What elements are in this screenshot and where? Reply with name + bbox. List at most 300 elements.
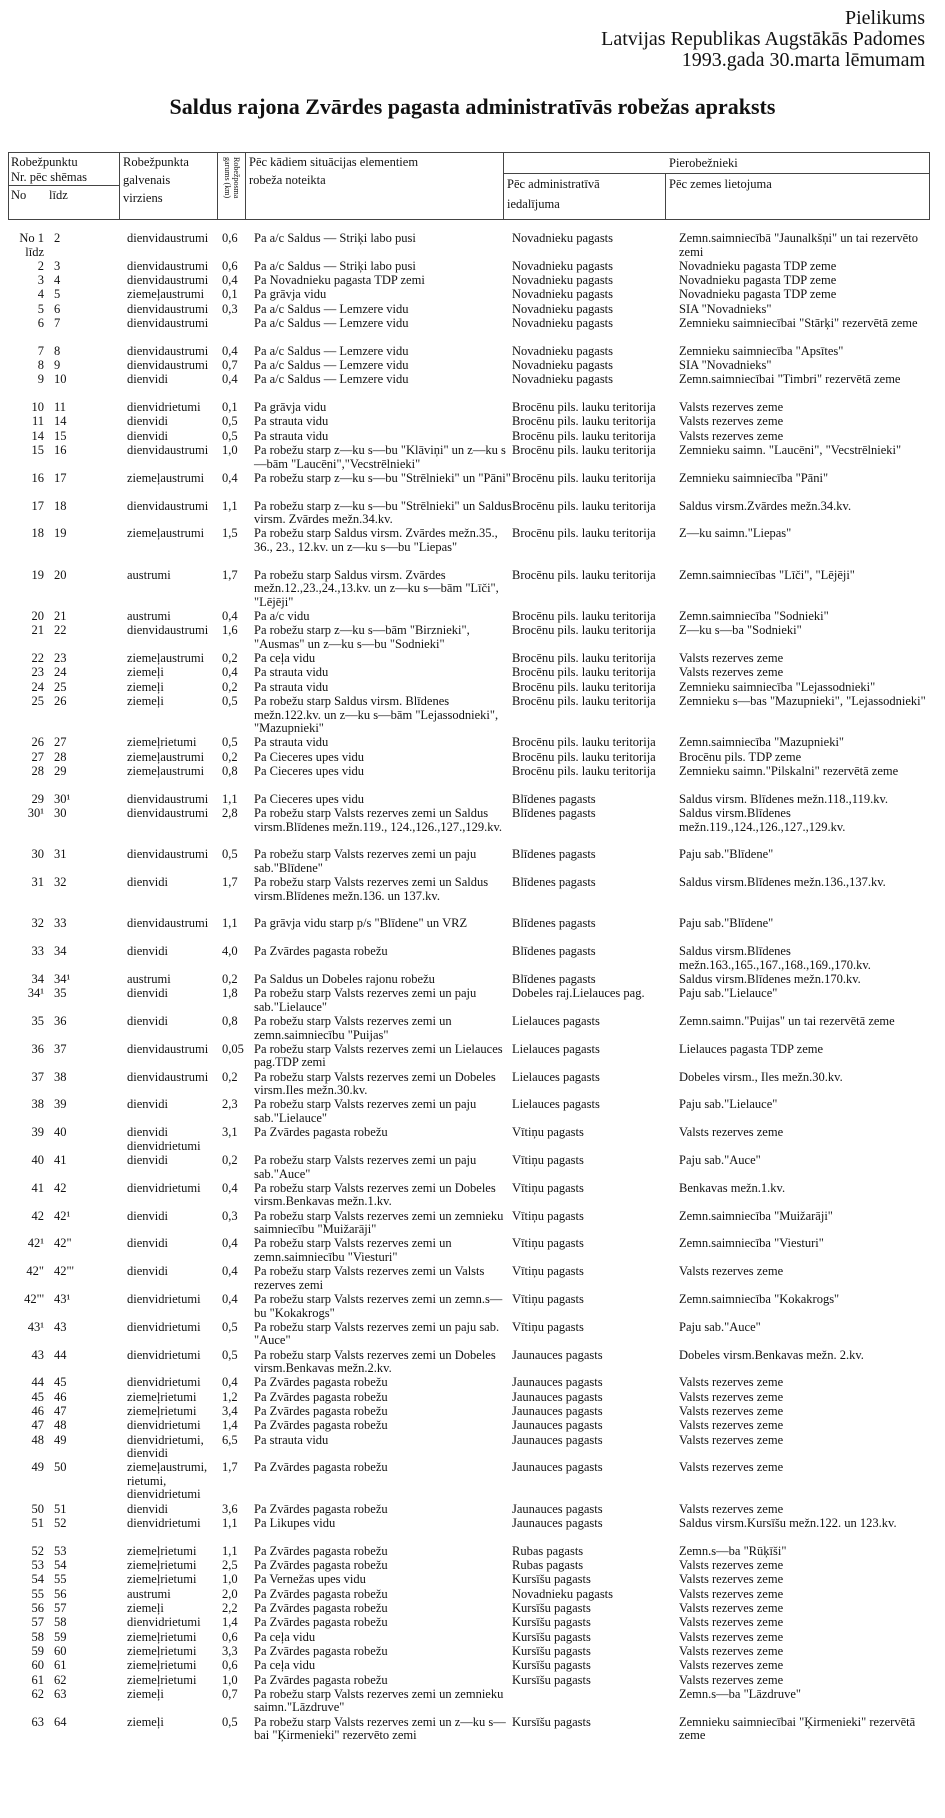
point-from: 36	[31, 1041, 44, 1056]
situation-cell: Pa ceļa vidu	[254, 1658, 316, 1673]
length-cell: 0,4	[222, 609, 238, 624]
point-to: 19	[54, 526, 67, 541]
length-cell: 0,4	[222, 343, 238, 358]
length-cell: 1,4	[222, 1615, 238, 1630]
length-cell: 0,6	[222, 258, 238, 273]
length-cell: 0,6	[222, 231, 238, 245]
length-cell: 2,0	[222, 1586, 238, 1601]
landuse-cell: Benkavas mežn.1.kv.	[679, 1180, 786, 1195]
table-row	[10, 1419, 935, 1433]
admin-cell: Brocēnu pils. lauku teritorija	[512, 526, 656, 541]
admin-cell: Blīdenes pagasts	[512, 944, 596, 959]
point-from: 43¹	[27, 1319, 44, 1334]
direction-cell: ziemeļi	[127, 1601, 164, 1616]
direction-cell: dienvidrietumi	[127, 1615, 201, 1630]
landuse-cell: Saldus virsm.Blīdenes mežn.119.,124.,126.,127.,129.kv.	[679, 806, 846, 834]
point-to: 10	[54, 372, 67, 387]
table-row	[10, 1588, 935, 1602]
direction-cell: ziemeļaustrumi, rietumi, dienvidrietumi	[127, 1460, 208, 1502]
direction-cell: ziemeļaustrumi	[127, 651, 205, 666]
landuse-cell: Zemn.s—ba "Lāzdruve"	[679, 1686, 801, 1701]
length-cell: 0,5	[222, 428, 238, 443]
table-row	[10, 973, 935, 987]
admin-cell: Vītiņu pagasts	[512, 1208, 584, 1223]
length-cell: 0,4	[222, 372, 238, 387]
header-situation-1: Pēc kādiem situācijas elementiem	[249, 155, 419, 169]
direction-cell: ziemeļrietumi	[127, 1404, 197, 1419]
point-to: 25	[54, 679, 67, 694]
length-cell: 1,7	[222, 875, 238, 890]
table-row	[10, 917, 935, 945]
point-from: 43	[31, 1347, 44, 1362]
point-from: 10	[31, 400, 44, 415]
table-row	[10, 527, 935, 568]
direction-cell: dienvidrietumi	[127, 400, 201, 415]
point-to: 22	[54, 623, 67, 638]
point-to: 50	[54, 1460, 67, 1475]
admin-cell: Lielauces pagasts	[512, 1097, 600, 1112]
point-from: 26	[31, 735, 44, 750]
point-from: 60	[31, 1658, 44, 1673]
admin-cell: Kursīšu pagasts	[512, 1643, 591, 1658]
length-cell: 1,1	[222, 916, 238, 931]
point-from: 63	[31, 1714, 44, 1729]
landuse-cell: Zemnieku saimniecība "Pāni"	[679, 470, 829, 485]
point-to: 30	[54, 806, 67, 821]
situation-cell: Pa a/c Saldus — Striķi labo pusi	[254, 258, 416, 273]
admin-cell: Brocēnu pils. lauku teritorija	[512, 623, 656, 638]
direction-cell: dienvidi	[127, 1501, 168, 1516]
length-cell: 6,5	[222, 1432, 238, 1447]
length-cell: 0,4	[222, 470, 238, 485]
landuse-cell: Zemn.s—ba "Rūķīši"	[679, 1543, 787, 1558]
direction-cell: dienvidrietumi	[127, 1180, 201, 1195]
point-to: 58	[54, 1615, 67, 1630]
point-from: 44	[31, 1375, 44, 1390]
point-to: 21	[54, 609, 67, 624]
situation-cell: Pa robežu starp Saldus virsm. Zvārdes mežn.12.,23.,24.,13.kv. un z—ku s—bām "Līči", "Lējēji"	[254, 567, 499, 609]
length-cell: 0,5	[222, 1319, 238, 1334]
admin-cell: Vītiņu pagasts	[512, 1180, 584, 1195]
length-cell: 0,1	[222, 400, 238, 415]
table-row	[10, 736, 935, 750]
landuse-cell: Z—ku saimn."Liepas"	[679, 526, 792, 541]
length-cell: 1,1	[222, 1543, 238, 1558]
direction-cell: dienvidaustrumi	[127, 498, 209, 513]
length-cell: 3,6	[222, 1501, 238, 1516]
point-from: 53	[31, 1558, 44, 1573]
point-from: 42"'	[24, 1292, 44, 1307]
direction-cell: ziemeļaustrumi	[127, 470, 205, 485]
admin-cell: Blīdenes pagasts	[512, 791, 596, 806]
point-to: 3	[54, 258, 61, 273]
point-to: 18	[54, 498, 67, 513]
direction-cell: dienvidaustrumi	[127, 916, 209, 931]
point-to: 43¹	[54, 1292, 71, 1307]
annex-line-3: 1993.gada 30.marta lēmumam	[681, 49, 925, 71]
direction-cell: ziemeļrietumi	[127, 1543, 197, 1558]
situation-cell: Pa a/c Saldus — Striķi labo pusi	[254, 231, 416, 245]
length-cell: 2,3	[222, 1097, 238, 1112]
length-cell: 0,4	[222, 273, 238, 288]
situation-cell: Pa strauta vidu	[254, 665, 329, 680]
table-row	[10, 1573, 935, 1587]
point-to: 33	[54, 916, 67, 931]
point-from: 55	[31, 1586, 44, 1601]
landuse-cell: Paju sab."Blīdene"	[679, 847, 774, 862]
admin-cell: Brocēnu pils. lauku teritorija	[512, 428, 656, 443]
landuse-cell: Zemn.saimniecība "Kokakrogs"	[679, 1292, 840, 1307]
admin-cell: Kursīšu pagasts	[512, 1615, 591, 1630]
landuse-cell: Lielauces pagasta TDP zeme	[679, 1041, 824, 1056]
situation-cell: Pa ceļa vidu	[254, 1629, 316, 1644]
admin-cell: Brocēnu pils. lauku teritorija	[512, 470, 656, 485]
table-row	[10, 1098, 935, 1126]
header-length: Robežposma garums (km)	[223, 157, 241, 199]
table-row	[10, 569, 935, 610]
direction-cell: dienvidaustrumi	[127, 847, 209, 862]
header-points-from: No	[11, 188, 27, 202]
situation-cell: Pa robežu starp Valsts rezerves zemi un Lielauces pag.TDP zemi	[254, 1041, 503, 1070]
point-to: 37	[54, 1041, 67, 1056]
point-from: 14	[31, 428, 44, 443]
length-cell: 0,5	[222, 735, 238, 750]
admin-cell: Vītiņu pagasts	[512, 1319, 584, 1334]
admin-cell: Novadnieku pagasts	[512, 343, 614, 358]
direction-cell: dienvidaustrumi	[127, 231, 209, 245]
point-to: 60	[54, 1643, 67, 1658]
header-direction-3: virziens	[123, 191, 163, 205]
landuse-cell: Z—ku s—ba "Sodnieki"	[679, 623, 802, 638]
direction-cell: dienvidrietumi	[127, 1292, 201, 1307]
length-cell: 2,2	[222, 1601, 238, 1616]
admin-cell: Rubas pagasts	[512, 1543, 584, 1558]
admin-cell: Novadnieku pagasts	[512, 231, 614, 245]
point-to: 52	[54, 1516, 67, 1531]
point-from: 9	[37, 372, 44, 387]
table-row	[10, 987, 935, 1015]
header-direction-2: galvenais	[123, 173, 171, 187]
landuse-cell: Zemnieku saimniecība "Lejassodnieki"	[679, 679, 876, 694]
admin-cell: Blīdenes pagasts	[512, 806, 596, 821]
length-cell: 1,5	[222, 526, 238, 541]
situation-cell: Pa robežu starp Valsts rezerves zemi un Dobeles virsm.Iles mežn.30.kv.	[254, 1069, 496, 1098]
point-from: 30	[31, 847, 44, 862]
landuse-cell: SIA "Novadnieks"	[679, 301, 772, 316]
point-from: 47	[31, 1418, 44, 1433]
admin-cell: Dobeles raj.Lielauces pag.	[512, 986, 645, 1001]
admin-cell: Brocēnu pils. lauku teritorija	[512, 735, 656, 750]
situation-cell: Pa a/c Saldus — Lemzere vidu	[254, 343, 409, 358]
table-row	[10, 1517, 935, 1545]
table-row	[10, 765, 935, 793]
admin-cell: Rubas pagasts	[512, 1558, 584, 1573]
direction-cell: dienvidi	[127, 414, 168, 429]
direction-cell: ziemeļaustrumi	[127, 287, 205, 302]
point-from: 3	[37, 273, 44, 288]
point-from: 45	[31, 1389, 44, 1404]
direction-cell: dienvidi	[127, 428, 168, 443]
point-to: 6	[54, 301, 61, 316]
landuse-cell: Valsts rezerves zeme	[679, 1658, 784, 1673]
situation-cell: Pa Zvārdes pagasta robežu	[254, 1125, 388, 1140]
table-row	[10, 1631, 935, 1645]
direction-cell: dienvidi	[127, 372, 168, 387]
length-cell: 0,5	[222, 1714, 238, 1729]
direction-cell: ziemeļrietumi	[127, 1389, 197, 1404]
point-to: 24	[54, 665, 67, 680]
admin-cell: Brocēnu pils. lauku teritorija	[512, 679, 656, 694]
situation-cell: Pa robežu starp z—ku s—bu "Strēlnieki" un "Pāni"	[254, 470, 511, 485]
length-cell: 0,3	[222, 301, 238, 316]
landuse-cell: Valsts rezerves zeme	[679, 1264, 784, 1279]
situation-cell: Pa robežu starp Valsts rezerves zemi un paju sab. "Auce"	[254, 1319, 500, 1348]
direction-cell: ziemeļrietumi	[127, 1658, 197, 1673]
table-row	[10, 401, 935, 415]
situation-cell: Pa robežu starp Valsts rezerves zemi un zemn.saimniecību "Viesturi"	[254, 1236, 452, 1264]
situation-cell: Pa robežu starp Saldus virsm. Blīdenes mežn.122.kv. un z—ku s—bām "Lejassodnieki", "Mazupnieki"	[254, 694, 499, 736]
landuse-cell: SIA "Novadnieks"	[679, 358, 772, 373]
admin-cell: Brocēnu pils. lauku teritorija	[512, 694, 656, 709]
point-from: 54	[31, 1572, 44, 1587]
table-row	[10, 681, 935, 695]
point-from: 40	[31, 1153, 44, 1168]
situation-cell: Pa robežu starp Valsts rezerves zemi un zemn.s—bu "Kokakrogs"	[254, 1292, 503, 1320]
point-to: 64	[54, 1714, 67, 1729]
table-row	[10, 1674, 935, 1688]
landuse-cell: Paju sab."Auce"	[679, 1319, 761, 1334]
point-to: 42	[54, 1180, 67, 1195]
landuse-cell: Valsts rezerves zeme	[679, 651, 784, 666]
direction-cell: dienvidi	[127, 1264, 168, 1279]
direction-cell: austrumi	[127, 609, 171, 624]
table-row	[10, 1716, 935, 1744]
table-row	[10, 415, 935, 429]
landuse-cell: Brocēnu pils. TDP zeme	[679, 749, 802, 764]
direction-cell: dienvidrietumi	[127, 1347, 201, 1362]
length-cell: 0,05	[222, 1041, 244, 1056]
length-cell: 1,8	[222, 986, 238, 1001]
point-from: 15	[31, 443, 44, 458]
point-to: 4	[54, 273, 61, 288]
admin-cell: Brocēnu pils. lauku teritorija	[512, 763, 656, 778]
point-from: 42"	[26, 1264, 44, 1279]
direction-cell: dienvidaustrumi	[127, 301, 209, 316]
length-cell: 3,1	[222, 1125, 238, 1140]
landuse-cell: Zemn.saimniecībā "Jaunalkšņi" un tai rezervēto zemi	[679, 231, 918, 259]
point-to: 11	[54, 400, 67, 415]
point-from: 37	[31, 1069, 44, 1084]
length-cell: 1,4	[222, 1418, 238, 1433]
table-row	[10, 652, 935, 666]
direction-cell: austrumi	[127, 567, 171, 582]
direction-cell: dienvidrietumi	[127, 1375, 201, 1390]
landuse-cell: Valsts rezerves zeme	[679, 1418, 784, 1433]
situation-cell: Pa a/c vidu	[254, 609, 310, 624]
landuse-cell: Saldus virsm.Kursīšu mežn.122. un 123.kv.	[679, 1516, 897, 1531]
point-from: 57	[31, 1615, 44, 1630]
direction-cell: ziemeļi	[127, 665, 164, 680]
landuse-cell: Saldus virsm.Blīdenes mežn.163.,165.,167.,168.,169.,170.kv.	[679, 944, 871, 972]
admin-cell: Jaunauces pagasts	[512, 1389, 603, 1404]
admin-cell: Brocēnu pils. lauku teritorija	[512, 651, 656, 666]
table-row	[10, 1405, 935, 1419]
situation-cell: Pa a/c Saldus — Lemzere vidu	[254, 372, 409, 387]
admin-cell: Jaunauces pagasts	[512, 1516, 603, 1531]
direction-cell: ziemeļrietumi	[127, 735, 197, 750]
length-cell: 1,6	[222, 623, 238, 638]
admin-cell: Kursīšu pagasts	[512, 1658, 591, 1673]
length-cell: 0,4	[222, 1292, 238, 1307]
landuse-cell: Valsts rezerves zeme	[679, 400, 784, 415]
point-from: 56	[31, 1601, 44, 1616]
table-row	[10, 695, 935, 736]
landuse-cell: Valsts rezerves zeme	[679, 1460, 784, 1475]
point-from: 51	[31, 1516, 44, 1531]
length-cell: 0,4	[222, 665, 238, 680]
situation-cell: Pa Zvārdes pagasta robežu	[254, 1501, 388, 1516]
situation-cell: Pa Zvārdes pagasta robežu	[254, 1418, 388, 1433]
point-from: 29	[31, 791, 44, 806]
length-cell: 0,2	[222, 1069, 238, 1084]
admin-cell: Lielauces pagasts	[512, 1041, 600, 1056]
point-to: 31	[54, 847, 67, 862]
table-row	[10, 793, 935, 807]
situation-cell: Pa a/c Saldus — Lemzere vidu	[254, 301, 409, 316]
direction-cell: dienvidaustrumi	[127, 343, 209, 358]
landuse-cell: Zemnieku saimn."Pilskalni" rezervētā zeme	[679, 763, 899, 778]
length-cell: 1,7	[222, 567, 238, 582]
length-cell: 1,0	[222, 1672, 238, 1687]
length-cell: 1,2	[222, 1389, 238, 1404]
situation-cell: Pa Zvārdes pagasta robežu	[254, 1375, 388, 1390]
table-row	[10, 1071, 935, 1099]
point-from: 61	[31, 1672, 44, 1687]
admin-cell: Jaunauces pagasts	[512, 1418, 603, 1433]
situation-cell: Pa a/c Saldus — Lemzere vidu	[254, 315, 409, 330]
table-row	[10, 1645, 935, 1659]
direction-cell: dienvidi dienvidrietumi	[127, 1125, 201, 1153]
point-from: 39	[31, 1125, 44, 1140]
length-cell: 0,2	[222, 651, 238, 666]
header-points-to: līdz	[49, 188, 68, 202]
admin-cell: Blīdenes pagasts	[512, 875, 596, 890]
landuse-cell: Zemnieku saimniecībai "Ķirmenieki" rezervētā zeme	[679, 1714, 916, 1743]
table-row	[10, 1265, 935, 1293]
landuse-cell: Valsts rezerves zeme	[679, 1432, 784, 1447]
point-from: 2	[37, 258, 44, 273]
direction-cell: dienvidaustrumi	[127, 358, 209, 373]
point-to: 42"	[54, 1236, 72, 1251]
table-row	[10, 1602, 935, 1616]
point-to: 54	[54, 1558, 67, 1573]
admin-cell: Blīdenes pagasts	[512, 972, 596, 986]
admin-cell: Novadnieku pagasts	[512, 301, 614, 316]
length-cell: 0,5	[222, 1347, 238, 1362]
point-from: 20	[31, 609, 44, 624]
point-to: 17	[54, 470, 67, 485]
situation-cell: Pa Zvārdes pagasta robežu	[254, 1601, 388, 1616]
landuse-cell: Zemnieku saimniecība "Apsītes"	[679, 343, 844, 358]
point-to: 29	[54, 763, 67, 778]
situation-cell: Pa Vernežas upes vidu	[254, 1572, 366, 1587]
situation-cell: Pa robežu starp Valsts rezerves zemi un z—ku s—bai "Ķirmenieki" rezervēto zemi	[254, 1714, 506, 1743]
situation-cell: Pa Saldus un Dobeles rajonu robežu	[254, 972, 435, 986]
point-from: 21	[31, 623, 44, 638]
point-from: 42¹	[27, 1236, 44, 1251]
situation-cell: Pa robežu starp Valsts rezerves zemi un Dobeles virsm.Benkavas mežn.2.kv.	[254, 1347, 496, 1376]
direction-cell: dienvidi	[127, 1097, 168, 1112]
table-row	[10, 666, 935, 680]
situation-cell: Pa grāvja vidu starp p/s "Blīdene" un VRZ	[254, 916, 468, 931]
length-cell: 1,1	[222, 1516, 238, 1531]
point-from: 31	[31, 875, 44, 890]
length-cell: 0,5	[222, 694, 238, 709]
direction-cell: dienvidi	[127, 1153, 168, 1168]
table-row	[10, 444, 935, 472]
landuse-cell: Novadnieku pagasta TDP zeme	[679, 258, 837, 273]
table-row	[10, 1659, 935, 1673]
point-to: 20	[54, 567, 67, 582]
point-from: 50	[31, 1501, 44, 1516]
situation-cell: Pa a/c Saldus — Lemzere vidu	[254, 358, 409, 373]
length-cell: 0,2	[222, 749, 238, 764]
landuse-cell: Saldus virsm. Blīdenes mežn.118.,119.kv.	[679, 791, 889, 806]
direction-cell: ziemeļaustrumi	[127, 526, 205, 541]
point-to: 26	[54, 694, 67, 709]
point-to: 40	[54, 1125, 67, 1140]
table-row	[10, 274, 935, 288]
length-cell: 0,5	[222, 414, 238, 429]
table-row	[10, 1154, 935, 1182]
admin-cell: Vītiņu pagasts	[512, 1153, 584, 1168]
point-from: 62	[31, 1686, 44, 1701]
direction-cell: ziemeļrietumi	[127, 1629, 197, 1644]
length-cell: 0,5	[222, 847, 238, 862]
point-from: 5	[37, 301, 44, 316]
point-from: 18	[31, 526, 44, 541]
table-row	[10, 1461, 935, 1502]
direction-cell: ziemeļi	[127, 1686, 164, 1701]
point-to: 8	[54, 343, 61, 358]
landuse-cell: Valsts rezerves zeme	[679, 1389, 784, 1404]
header-neighbors: Pierobežnieki	[669, 156, 738, 170]
table-row	[10, 1616, 935, 1630]
point-to: 47	[54, 1404, 67, 1419]
point-to: 14	[54, 414, 67, 429]
direction-cell: dienvidaustrumi	[127, 1069, 209, 1084]
table-row	[10, 1688, 935, 1716]
length-cell: 2,5	[222, 1558, 238, 1573]
admin-cell: Kursīšu pagasts	[512, 1601, 591, 1616]
situation-cell: Pa grāvja vidu	[254, 287, 327, 302]
point-to: 23	[54, 651, 67, 666]
situation-cell: Pa Zvārdes pagasta robežu	[254, 1586, 388, 1601]
situation-cell: Pa robežu starp Valsts rezerves zemi un Dobeles virsm.Benkavas mežn.1.kv.	[254, 1180, 496, 1209]
situation-cell: Pa robežu starp Valsts rezerves zemi un Saldus virsm.Blīdenes mežn.119., 124.,126.,127.,129.kv.	[254, 806, 503, 834]
header-situation-2: robeža noteikta	[249, 173, 326, 187]
landuse-cell: Zemn.saimn."Puijas" un tai rezervētā zeme	[679, 1014, 895, 1029]
direction-cell: ziemeļaustrumi	[127, 763, 205, 778]
point-to: 34	[54, 944, 67, 959]
header-direction-1: Robežpunkta	[123, 155, 189, 169]
table-row	[10, 232, 935, 260]
landuse-cell: Zemnieku saimniecībai "Stārķi" rezervētā zeme	[679, 315, 918, 330]
situation-cell: Pa strauta vidu	[254, 735, 329, 750]
point-to: 39	[54, 1097, 67, 1112]
situation-cell: Pa Zvārdes pagasta robežu	[254, 944, 388, 959]
landuse-cell: Paju sab."Lielauce"	[679, 1097, 778, 1112]
